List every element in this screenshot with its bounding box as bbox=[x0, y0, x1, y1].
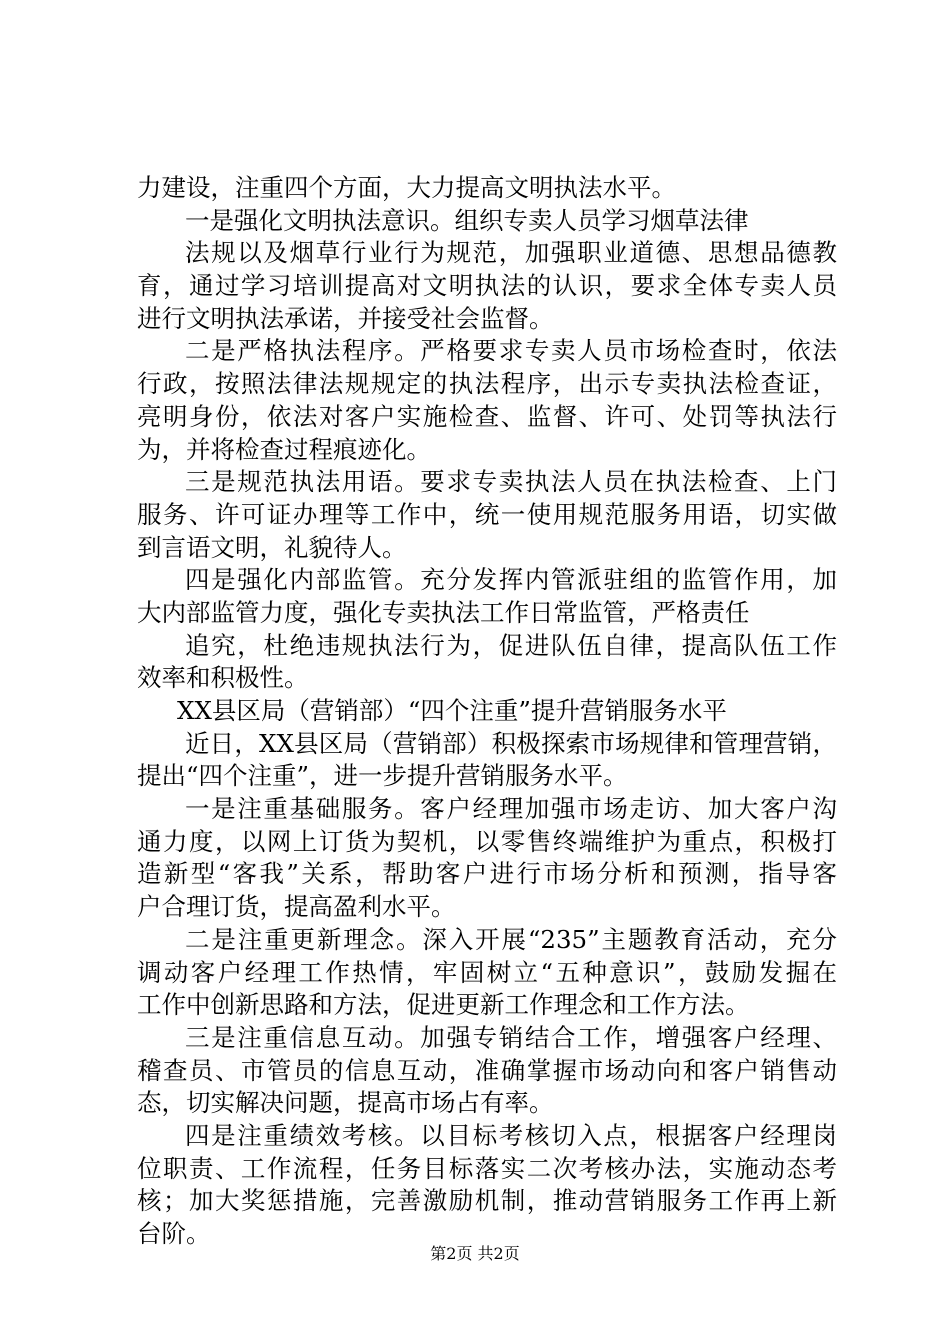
text-line: 大内部监管力度，强化专卖执法工作日常监管，严格责任 bbox=[137, 597, 750, 627]
text-line: 近日，XX县区局（营销部）积极探索市场规律和管理营销， bbox=[185, 728, 837, 758]
text-line: 二是注重更新理念。深入开展“235”主题教育活动，充分 bbox=[185, 924, 837, 954]
page-number-footer: 第2页 共2页 bbox=[430, 1244, 520, 1263]
text-line: 到言语文明，礼貌待人。 bbox=[137, 532, 407, 562]
text-line: 为，并将检查过程痕迹化。 bbox=[137, 434, 431, 464]
text-line: 行政，按照法律法规规定的执法程序，出示专卖执法检查证， bbox=[137, 369, 837, 399]
text-line: 台阶。 bbox=[137, 1219, 211, 1248]
text-line: 三是注重信息互动。加强专销结合工作，增强客户经理、 bbox=[185, 1022, 837, 1052]
text-line: 追究，杜绝违规执法行为，促进队伍自律，提高队伍工作 bbox=[185, 630, 837, 660]
text-line: 造新型“客我”关系，帮助客户进行市场分析和预测，指导客 bbox=[137, 859, 837, 889]
text-line: 提出“四个注重”，进一步提升营销服务水平。 bbox=[137, 761, 628, 791]
text-line: 服务、许可证办理等工作中，统一使用规范服务用语，切实做 bbox=[137, 499, 837, 529]
text-line: 调动客户经理工作热情，牢固树立“五种意识”，鼓励发掘在 bbox=[137, 957, 837, 987]
text-line: 态，切实解决问题，提高市场占有率。 bbox=[137, 1088, 554, 1118]
text-line: 核；加大奖惩措施，完善激励机制，推动营销服务工作再上新 bbox=[137, 1186, 837, 1216]
text-line: 进行文明执法承诺，并接受社会监督。 bbox=[137, 303, 554, 333]
text-line: 一是注重基础服务。客户经理加强市场走访、加大客户沟 bbox=[185, 794, 837, 824]
text-line: 三是规范执法用语。要求专卖执法人员在执法检查、上门 bbox=[185, 467, 837, 497]
text-line: 位职责、工作流程，任务目标落实二次考核办法，实施动态考 bbox=[137, 1153, 837, 1183]
text-line: 二是严格执法程序。严格要求专卖人员市场检查时，依法 bbox=[185, 336, 837, 366]
text-line: 工作中创新思路和方法，促进更新工作理念和工作方法。 bbox=[137, 990, 750, 1020]
text-line: 育，通过学习培训提高对文明执法的认识，要求全体专卖人员 bbox=[137, 271, 837, 301]
text-line: 四是注重绩效考核。以目标考核切入点，根据客户经理岗 bbox=[185, 1120, 837, 1150]
text-line: 四是强化内部监管。充分发挥内管派驻组的监管作用，加 bbox=[185, 565, 837, 595]
text-line: 通力度，以网上订货为契机，以零售终端维护为重点，积极打 bbox=[137, 826, 837, 856]
document-body bbox=[137, 172, 837, 1251]
text-line: 法规以及烟草行业行为规范，加强职业道德、思想品德教 bbox=[185, 238, 837, 268]
text-line: 一是强化文明执法意识。组织专卖人员学习烟草法律 bbox=[185, 205, 749, 235]
text-line: 力建设，注重四个方面，大力提高文明执法水平。 bbox=[137, 173, 676, 202]
text-line: 亮明身份，依法对客户实施检查、监督、许可、处罚等执法行 bbox=[137, 401, 837, 431]
section-heading: XX县区局（营销部）“四个注重”提升营销服务水平 bbox=[177, 696, 727, 725]
text-line: 户合理订货，提高盈利水平。 bbox=[137, 892, 456, 922]
text-line: 效率和积极性。 bbox=[137, 663, 309, 693]
text-line: 稽查员、市管员的信息互动，准确掌握市场动向和客户销售动 bbox=[137, 1055, 837, 1085]
